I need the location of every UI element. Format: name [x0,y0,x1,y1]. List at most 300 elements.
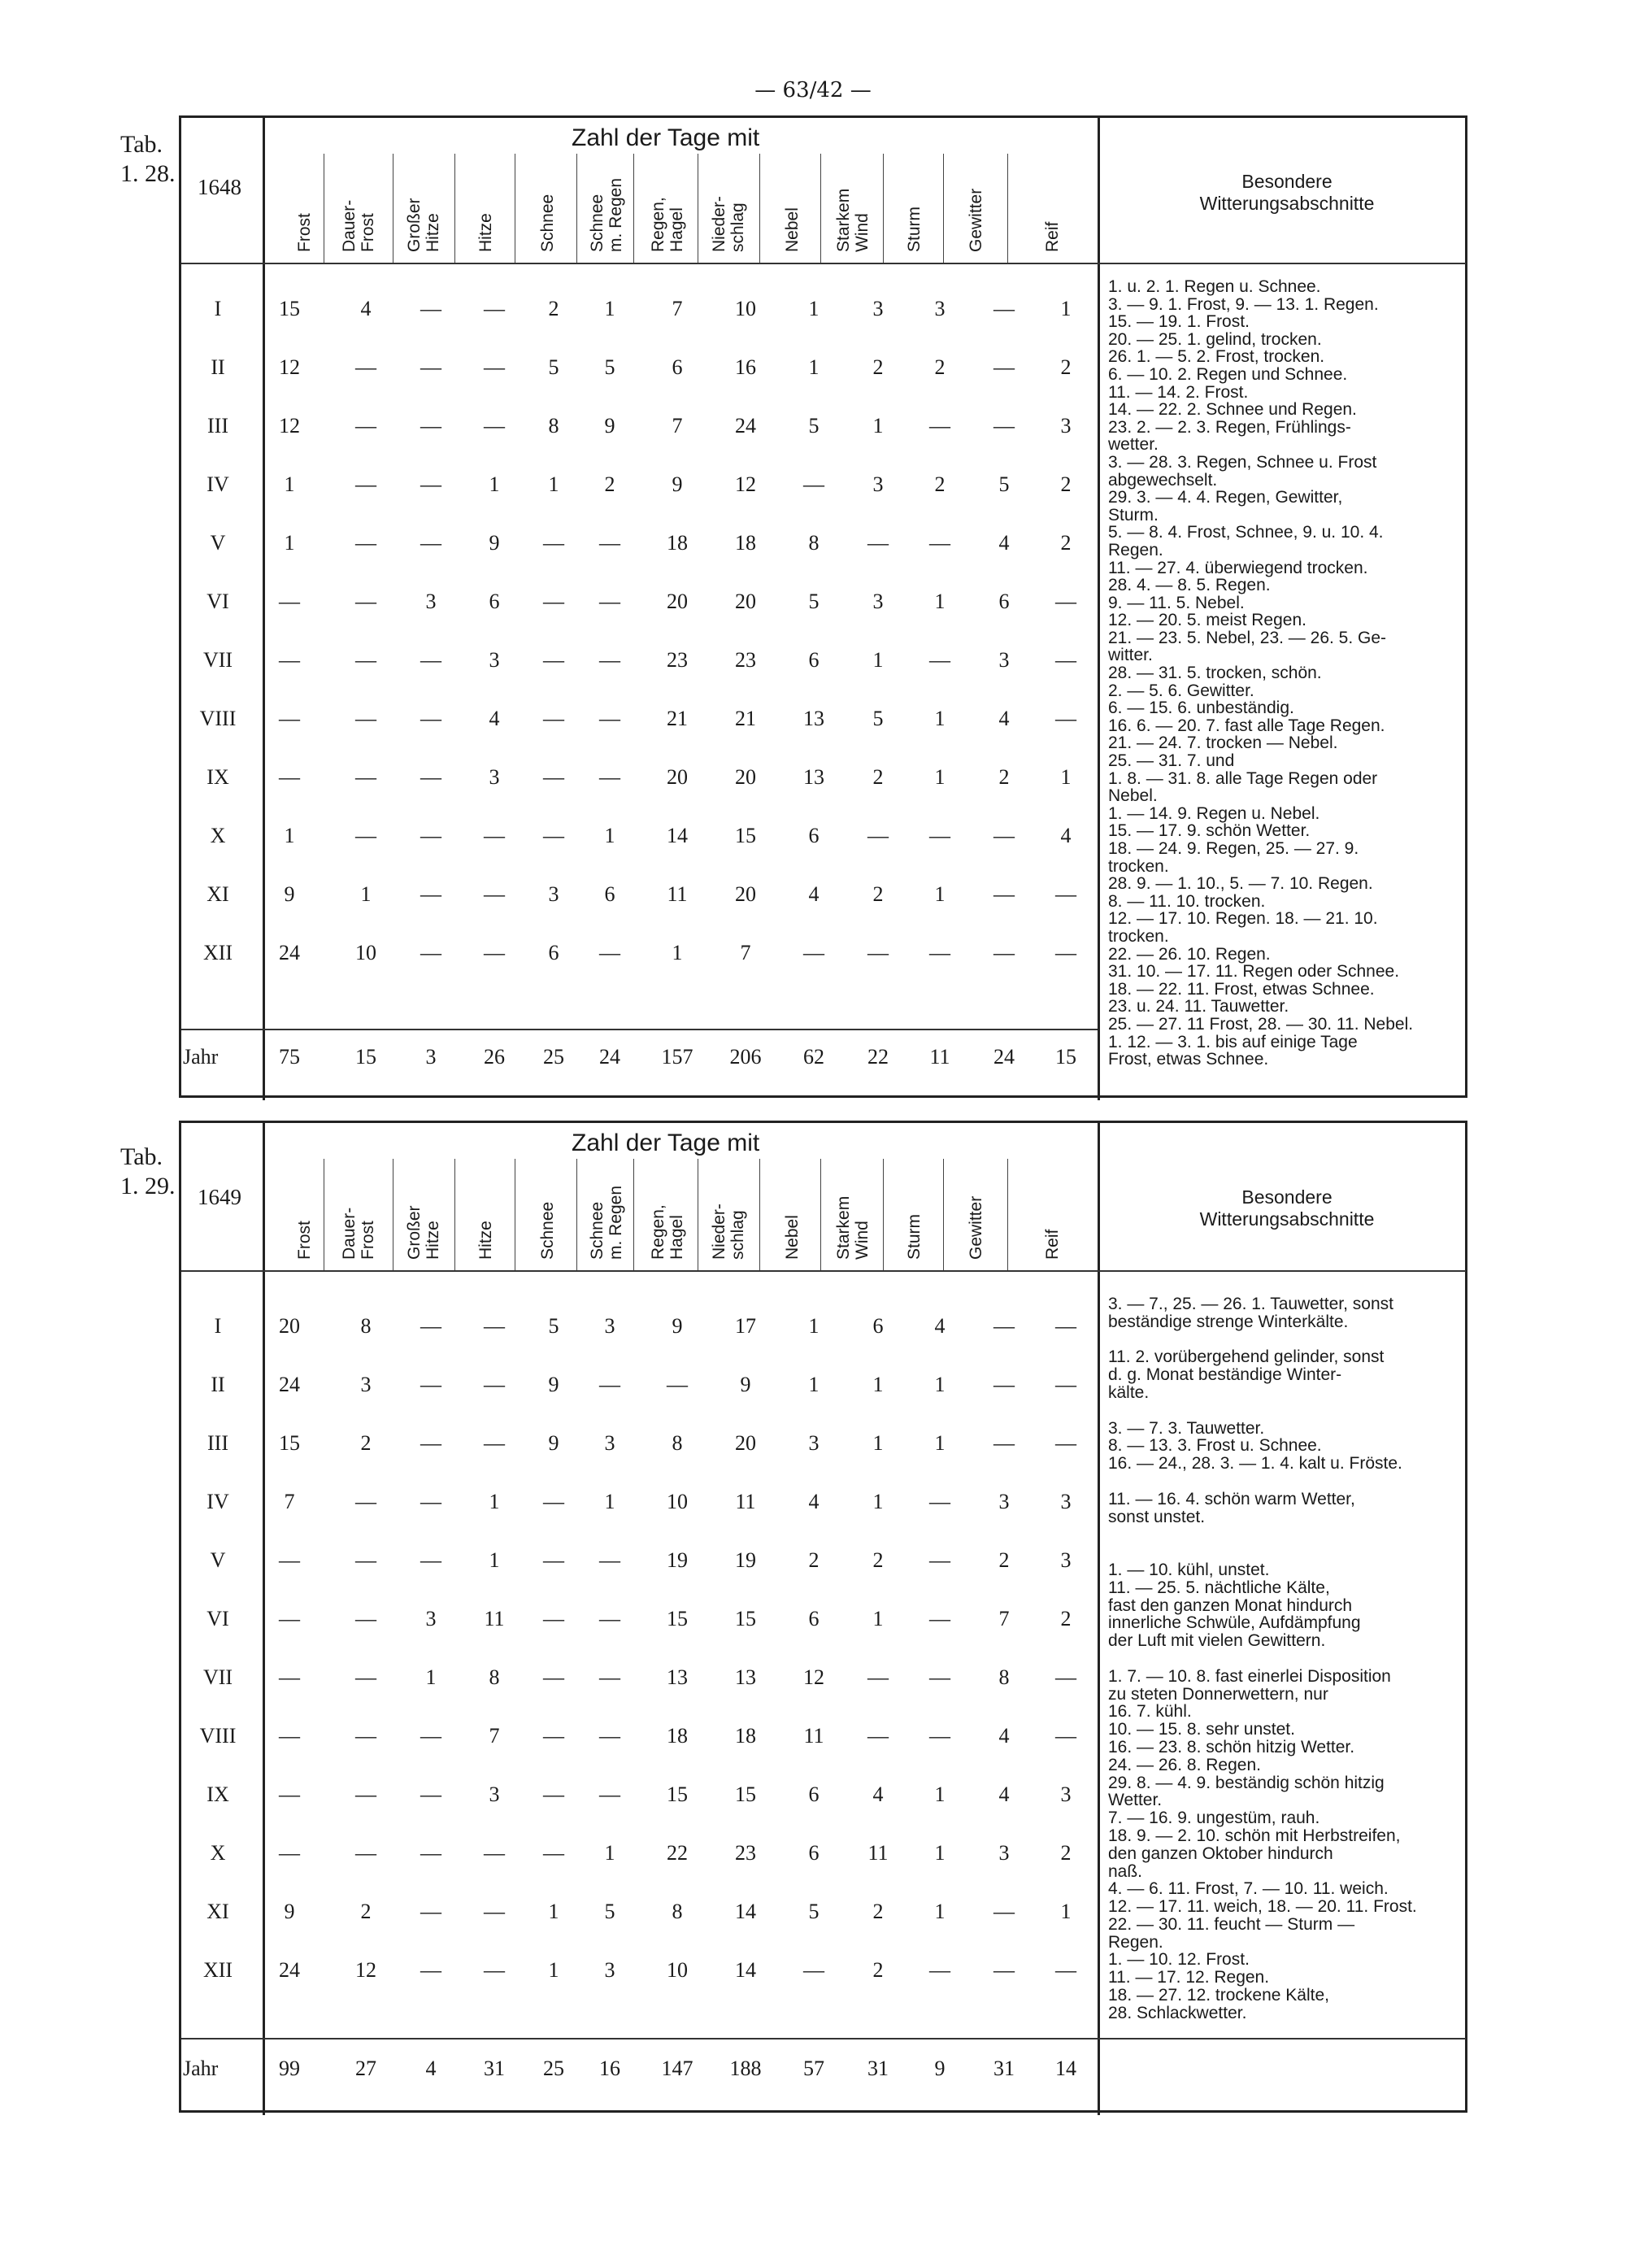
table-cell: — [993,1373,1015,1396]
table-cell: 15 [735,1783,756,1806]
table-cell: — [355,531,376,555]
month-label: VI [207,590,229,613]
table-cell: — [279,1607,300,1630]
table-cell: — [867,824,889,847]
table-cell: — [993,941,1015,964]
table-cell: 3 [1060,1548,1072,1572]
colhead-grosser-hitze: Großer Hitze [405,1205,442,1260]
table-cell: 9 [672,472,683,496]
colhead-hitze: Hitze [476,1221,495,1260]
table-cell: 1 [604,1841,615,1865]
month-label: XI [207,1900,229,1923]
table-cell: — [543,531,564,555]
total-label: Jahr [183,2057,219,2080]
total-cell: 22 [867,1045,889,1069]
total-cell: 25 [543,1045,564,1069]
table-cell: 18 [735,1724,756,1748]
table-cell: 3 [548,882,559,906]
table-cell: 3 [489,765,500,789]
table-cell: 1 [1060,297,1072,320]
table-cell: 11 [484,1607,505,1630]
month-label: III [207,414,228,437]
table-cell: — [543,1783,564,1806]
table-cell: — [420,648,441,672]
weather-table-1649 [179,1121,1467,2113]
table-cell: — [1055,1431,1076,1455]
table-cell: — [279,590,300,613]
total-label: Jahr [183,1045,219,1069]
total-cell: 25 [543,2057,564,2080]
month-label: III [207,1431,228,1455]
table-cell: — [484,355,505,379]
table-cell: 4 [360,297,372,320]
total-cell: 15 [355,1045,376,1069]
table-cell: — [1055,707,1076,730]
table-cell: 6 [548,941,559,964]
table-cell: 11 [667,882,688,906]
table-cell: — [420,765,441,789]
table-cell: 17 [735,1314,756,1338]
table-cell: 2 [872,882,884,906]
table-cell: — [484,1373,505,1396]
table-cell: — [1055,648,1076,672]
month-label: VII [202,1665,233,1689]
table-cell: 1 [672,941,683,964]
table-cell: — [355,1665,376,1689]
total-cell: 16 [599,2057,620,2080]
table-cell: 3 [1060,414,1072,437]
table-cell: 1 [604,824,615,847]
table-cell: — [543,1841,564,1865]
month-label: II [211,1373,225,1396]
total-cell: 75 [279,1045,300,1069]
table-cell: 18 [667,1724,688,1748]
colhead-starkem-wind: Starkem Wind [834,188,872,252]
table-cell: — [484,1958,505,1982]
table-cell: 2 [872,1548,884,1572]
month-label: VIII [199,707,237,730]
table-cell: 4 [489,707,500,730]
month-label: V [210,1548,226,1572]
table-cell: 20 [667,765,688,789]
special-periods-notes: 1. u. 2. 1. Regen u. Schnee. 3. — 9. 1. Frost, 9. — 13. 1. Regen. 15. — 19. 1. Frost. 20. — 25. 1. gelind, trocken. 26. 1. — 5. 2. Frost, trocken. 6. — 10. 2. Regen und Schnee. 11. — 14. 2. Frost. 14. — 22. 2. Schnee und Regen. 23. 2. — 2. 3. Regen, Frühlings- wetter. 3. — 28. 3. Regen, Schnee u. Frost abgewechselt. 29. 3. — 4. 4. Regen, Gewitter, Sturm. 5. — 8. 4. Frost, Schnee, 9. u. 10. 4. Regen. 11. — 27. 4. überwiegend trocken. 28. 4. — 8. 5. Regen. 9. — 11. 5. Nebel. 12. — 20. 5. meist Regen. 21. — 23. 5. Nebel, 23. — 26. 5. Ge- witter. 28. — 31. 5. trocken, schön. 2. — 5. 6. Gewitter. 6. — 15. 6. unbeständig. 16. 6. — 20. 7. fast alle Tage Regen. 21. — 24. 7. trocken — Nebel. 25. — 31. 7. und 1. 8. — 31. 8. alle Tage Regen oder Nebel. 1. — 14. 9. Regen u. Nebel. 15. — 17. 9. schön Wetter. 18. — 24. 9. Regen, 25. — 27. 9. trocken. 28. 9. — 1. 10., 5. — 7. 10. Regen. 8. — 11. 10. trocken. 12. — 17. 10. Regen. 18. — 21. 10. trocken. 22. — 26. 10. Regen. 31. 10. — 17. 11. Regen oder Schnee. 18. — 22. 11. Frost, etwas Schnee. 23. u. 24. 11. Tauwetter. 25. — 27. 11 Frost, 28. — 30. 11. Nebel. 1. 12. — 3. 1. bis auf einige Tage Frost, etwas Schnee. [1108,277,1414,1069]
table-cell: — [484,1841,505,1865]
table-cell: — [279,1841,300,1865]
table-cell: 1 [489,472,500,496]
table-cell: — [599,1607,620,1630]
table-cell: — [599,1665,620,1689]
month-label: XII [202,1958,233,1982]
table-cell: — [484,941,505,964]
table-cell: 1 [548,1958,559,1982]
page-number: — 63/42 — [754,78,872,102]
table-cell: 20 [667,590,688,613]
table-cell: — [279,1783,300,1806]
table-cell: 1 [872,648,884,672]
total-cell: 3 [425,1045,437,1069]
group-title: Zahl der Tage mit [572,1130,760,1156]
table-cell: 4 [808,1490,820,1513]
year-label: 1649 [198,1185,241,1209]
table-cell: 10 [667,1490,688,1513]
table-cell: 4 [998,1724,1010,1748]
group-title: Zahl der Tage mit [572,124,760,151]
table-cell: 18 [735,531,756,555]
total-cell: 31 [993,2057,1015,2080]
table-cell: 3 [872,472,884,496]
table-cell: 3 [604,1314,615,1338]
month-label: IV [207,1490,229,1513]
table-cell: 4 [998,531,1010,555]
table-cell: 20 [735,765,756,789]
table-cell: 6 [808,1841,820,1865]
table-cell: 2 [998,1548,1010,1572]
table-cell: 20 [735,590,756,613]
total-cell: 206 [729,1045,762,1069]
table-cell: — [599,1373,620,1396]
year-label: 1648 [198,175,241,199]
table-cell: — [1055,1665,1076,1689]
colhead-gewitter: Gewitter [967,1195,985,1260]
table-cell: 3 [604,1431,615,1455]
table-cell: — [484,1900,505,1923]
table-cell: — [803,1958,824,1982]
colhead-regen-hagel: Regen, Hagel [649,1204,686,1260]
table-cell: 1 [934,882,946,906]
table-cell: 8 [672,1431,683,1455]
table-cell: — [599,1724,620,1748]
table-cell: 2 [934,472,946,496]
table-cell: — [543,707,564,730]
table-cell: — [1055,1314,1076,1338]
table-cell: 24 [279,941,300,964]
table-cell: — [355,1841,376,1865]
table-cell: 5 [998,472,1010,496]
table-cell: 2 [872,355,884,379]
table-cell: — [599,765,620,789]
table-cell: 5 [808,1900,820,1923]
table-cell: 9 [604,414,615,437]
table-cell: 9 [548,1431,559,1455]
table-cell: 24 [279,1373,300,1396]
table-cell: — [279,1665,300,1689]
table-cell: — [355,472,376,496]
table-cell: 2 [934,355,946,379]
special-periods-notes: 3. — 7., 25. — 26. 1. Tauwetter, sonst beständige strenge Winterkälte. 11. 2. vorübergehend gelinder, sonst d. g. Monat beständige Winter- kälte. 3. — 7. 3. Tauwetter. 8. — 13. 3. Frost u. Schnee. 16. — 24., 28. 3. — 1. 4. kalt u. Fröste. 11. — 16. 4. schön warm Wetter, sonst unstet. 1. — 10. kühl, unstet. 11. — 25. 5. nächtliche Kälte, fast den ganzen Monat hindurch innerliche Schwüle, Aufdämpfung der Luft mit vielen Gewittern. 1. 7. — 10. 8. fast einerlei Disposition zu steten Donnerwettern, nur 16. 7. kühl. 10. — 15. 8. sehr unstet. 16. — 23. 8. schön hitzig Wetter. 24. — 26. 8. Regen. 29. 8. — 4. 9. beständig schön hitzig Wetter. 7. — 16. 9. ungestüm, rauh. 18. 9. — 2. 10. schön mit Herbstreifen, den ganzen Oktober hindurch naß. 4. — 6. 11. Frost, 7. — 10. 11. weich. 12. — 17. 11. weich, 18. — 20. 11. Frost. 22. — 30. 11. feucht — Sturm — Regen. 1. — 10. 12. Frost. 11. — 17. 12. Regen. 18. — 27. 12. trockene Kälte, 28. Schlackwetter. [1108,1295,1417,2022]
table-cell: 6 [808,1783,820,1806]
table-cell: 7 [284,1490,295,1513]
table-cell: — [355,1724,376,1748]
table-cell: 3 [604,1958,615,1982]
table-cell: — [1055,941,1076,964]
table-cell: — [599,648,620,672]
table-cell: — [667,1373,688,1396]
table-cell: 2 [604,472,615,496]
table-cell: — [420,941,441,964]
table-cell: — [355,824,376,847]
table-cell: 1 [1060,765,1072,789]
table-cell: 7 [489,1724,500,1748]
table-cell: 2 [872,765,884,789]
table-cell: 2 [360,1900,372,1923]
table-cell: — [355,1548,376,1572]
special-periods-heading: Besondere Witterungsabschnitte [1199,171,1375,214]
table-cell: — [484,824,505,847]
colhead-reif: Reif [1043,1229,1062,1260]
table-cell: 8 [672,1900,683,1923]
table-cell: — [420,1490,441,1513]
table-cell: 13 [667,1665,688,1689]
table-cell: 7 [672,414,683,437]
table-cell: 21 [667,707,688,730]
month-label: XII [202,941,233,964]
total-cell: 31 [484,2057,505,2080]
table-cell: — [929,1958,950,1982]
table-cell: — [867,1724,889,1748]
colhead-niederschlag: Nieder- schlag [710,1204,747,1260]
table-cell: — [355,765,376,789]
table-cell: — [599,1548,620,1572]
table-cell: 15 [279,297,300,320]
table-cell: 3 [872,590,884,613]
table-cell: 1 [934,1431,946,1455]
colhead-dauerfrost: Dauer- Frost [340,199,377,252]
table-cell: 10 [667,1958,688,1982]
table-cell: — [993,414,1015,437]
total-cell: 9 [934,2057,946,2080]
table-cell: 1 [1060,1900,1072,1923]
table-cell: 6 [998,590,1010,613]
colhead-dauerfrost: Dauer- Frost [340,1207,377,1260]
table-cell: — [1055,882,1076,906]
table-cell: 12 [279,414,300,437]
table-cell: 9 [489,531,500,555]
table-cell: 4 [1060,824,1072,847]
colhead-schnee-m-regen: Schnee m. Regen [588,177,625,252]
table-cell: — [1055,1373,1076,1396]
table-cell: 3 [934,297,946,320]
table-cell: — [803,472,824,496]
table-cell: 3 [1060,1490,1072,1513]
table-cell: 5 [808,414,820,437]
table-cell: 16 [735,355,756,379]
table-cell: 13 [735,1665,756,1689]
table-cell: 5 [548,355,559,379]
table-cell: — [484,297,505,320]
table-cell: — [355,1783,376,1806]
table-cell: — [993,1958,1015,1982]
table-cell: 8 [548,414,559,437]
total-cell: 62 [803,1045,824,1069]
table-cell: 3 [998,1841,1010,1865]
table-cell: 2 [548,297,559,320]
table-cell: 14 [667,824,688,847]
table-cell: 7 [672,297,683,320]
table-cell: 1 [808,1314,820,1338]
colhead-grosser-hitze: Großer Hitze [405,198,442,252]
table-cell: — [929,414,950,437]
table-cell: — [355,1490,376,1513]
table-cell: — [1055,1724,1076,1748]
table-cell: — [420,531,441,555]
table-cell: 1 [934,1373,946,1396]
table-cell: 1 [872,1373,884,1396]
month-label: I [214,297,222,320]
table-cell: 4 [934,1314,946,1338]
table-label: Tab. 1. 29. [120,1143,176,1199]
table-cell: — [355,355,376,379]
table-cell: — [803,941,824,964]
table-cell: — [420,1373,441,1396]
total-cell: 27 [355,2057,376,2080]
table-cell: 5 [808,590,820,613]
table-cell: 21 [735,707,756,730]
table-cell: — [599,590,620,613]
table-cell: 3 [425,1607,437,1630]
table-cell: 3 [425,590,437,613]
table-cell: 9 [548,1373,559,1396]
table-cell: 3 [360,1373,372,1396]
month-label: I [214,1314,222,1338]
table-cell: 1 [489,1548,500,1572]
table-cell: 1 [360,882,372,906]
table-cell: 11 [735,1490,756,1513]
table-cell: 4 [998,707,1010,730]
month-label: VI [207,1607,229,1630]
table-cell: 15 [735,824,756,847]
month-label: V [210,531,226,555]
table-cell: — [543,824,564,847]
colhead-niederschlag: Nieder- schlag [710,196,747,252]
table-cell: 2 [808,1548,820,1572]
table-cell: — [543,765,564,789]
table-cell: — [279,1724,300,1748]
table-cell: 1 [604,1490,615,1513]
table-cell: 3 [998,648,1010,672]
table-cell: 1 [934,590,946,613]
table-cell: 2 [1060,355,1072,379]
table-cell: 6 [672,355,683,379]
table-cell: 1 [489,1490,500,1513]
table-cell: 8 [360,1314,372,1338]
table-cell: — [867,531,889,555]
table-cell: 4 [808,882,820,906]
table-cell: 1 [548,472,559,496]
table-cell: — [993,882,1015,906]
table-cell: 7 [740,941,751,964]
table-cell: 2 [872,1900,884,1923]
table-cell: 6 [808,1607,820,1630]
colhead-frost: Frost [295,1221,314,1260]
table-cell: — [929,1490,950,1513]
table-cell: 2 [1060,472,1072,496]
total-cell: 14 [1055,2057,1076,2080]
table-cell: 3 [1060,1783,1072,1806]
table-cell: — [929,824,950,847]
table-cell: — [993,297,1015,320]
table-cell: 15 [735,1607,756,1630]
table-cell: 9 [284,882,295,906]
colhead-gewitter: Gewitter [967,188,985,252]
table-cell: 22 [667,1841,688,1865]
colhead-nebel: Nebel [783,207,802,252]
table-cell: — [993,1314,1015,1338]
table-cell: 8 [489,1665,500,1689]
colhead-reif: Reif [1043,221,1062,252]
table-cell: — [355,414,376,437]
table-cell: — [420,1783,441,1806]
table-cell: — [599,1783,620,1806]
table-cell: — [484,1431,505,1455]
table-cell: 15 [279,1431,300,1455]
table-cell: 1 [934,1900,946,1923]
table-cell: — [420,1900,441,1923]
table-cell: 9 [672,1314,683,1338]
table-cell: — [543,1665,564,1689]
table-cell: — [993,355,1015,379]
table-cell: — [420,824,441,847]
table-cell: 1 [872,414,884,437]
month-label: VII [202,648,233,672]
table-cell: 23 [667,648,688,672]
table-cell: — [993,1431,1015,1455]
table-cell: 1 [284,824,295,847]
table-cell: 15 [667,1783,688,1806]
total-cell: 57 [803,2057,824,2080]
table-cell: — [279,648,300,672]
table-cell: — [1055,1958,1076,1982]
table-cell: — [420,1548,441,1572]
table-cell: — [867,941,889,964]
total-cell: 24 [993,1045,1015,1069]
table-cell: — [484,1314,505,1338]
table-cell: — [599,531,620,555]
table-cell: 12 [735,472,756,496]
table-cell: 23 [735,648,756,672]
table-cell: 13 [803,707,824,730]
total-cell: 24 [599,1045,620,1069]
table-cell: — [420,355,441,379]
table-cell: 1 [872,1490,884,1513]
table-cell: 4 [998,1783,1010,1806]
table-cell: 5 [604,1900,615,1923]
special-periods-heading: Besondere Witterungsabschnitte [1199,1186,1375,1230]
total-cell: 99 [279,2057,300,2080]
total-cell: 157 [661,1045,693,1069]
colhead-schnee: Schnee [538,1201,557,1260]
table-cell: — [599,707,620,730]
colhead-sturm: Sturm [905,206,924,252]
table-cell: — [599,941,620,964]
table-cell: 5 [548,1314,559,1338]
table-cell: — [484,414,505,437]
table-cell: 13 [803,765,824,789]
table-cell: — [420,1958,441,1982]
table-cell: 14 [735,1900,756,1923]
weather-table-1648 [179,115,1467,1098]
table-cell: — [420,1841,441,1865]
table-cell: — [420,882,441,906]
table-cell: 3 [998,1490,1010,1513]
table-cell: — [867,1665,889,1689]
table-cell: — [279,765,300,789]
colhead-hitze: Hitze [476,213,495,252]
table-cell: — [543,1724,564,1748]
table-cell: 14 [735,1958,756,1982]
table-cell: — [993,824,1015,847]
table-cell: — [355,590,376,613]
table-cell: 6 [808,824,820,847]
